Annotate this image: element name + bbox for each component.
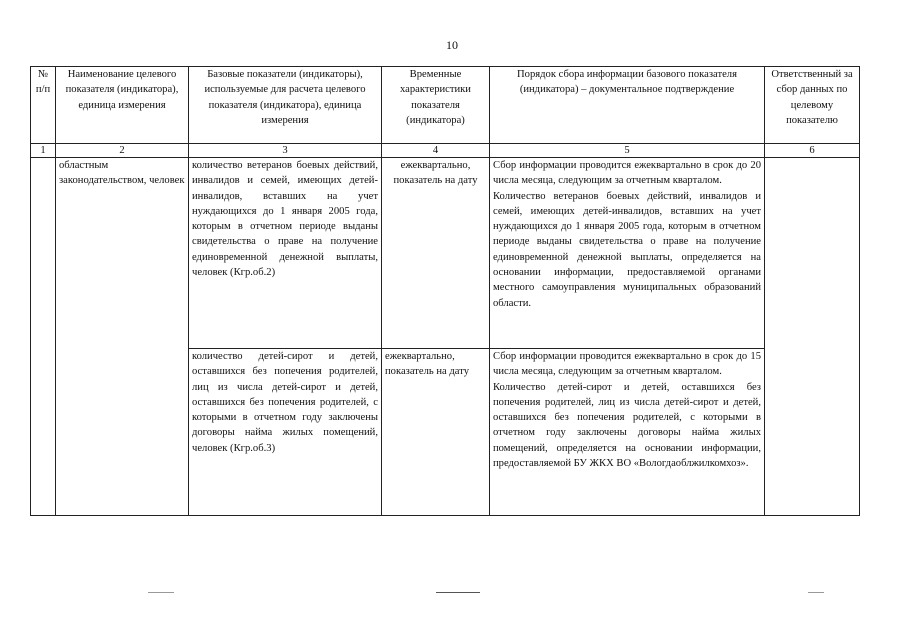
row-number-cell xyxy=(31,158,56,516)
column-number: 5 xyxy=(490,144,765,158)
indicators-table xyxy=(30,66,860,516)
column-number: 6 xyxy=(765,144,860,158)
column-number-row xyxy=(31,144,860,158)
time-characteristics-cell: ежеквартально, показатель на дату xyxy=(382,349,490,516)
responsible-cell xyxy=(765,158,860,516)
base-indicator-cell: количество ветеранов боевых действий, инвалидов и семей, имеющих детей-инвалидов, вставших на учет нуждающихся до 1 января 2005 года, которым в отчетном периоде выданы свидетельства о праве на получение единовременной денежной выплаты, человек (Кгр.об.2) xyxy=(189,158,382,349)
scan-artifact xyxy=(808,592,824,593)
collection-procedure-cell xyxy=(490,349,765,516)
header-target-indicator: Наименование целевого показателя (индикатора), единица измерения xyxy=(56,67,189,144)
page-number: 10 xyxy=(446,38,458,52)
procedure-paragraph: Сбор информации проводится ежеквартально в срок до 15 числа месяца, следующим за отчетным кварталом. xyxy=(493,351,761,378)
table-header-row xyxy=(31,67,860,144)
column-number: 3 xyxy=(189,144,382,158)
header-base-indicators: Базовые показатели (индикаторы), используемые для расчета целевого показателя (индикатора), единица измерения xyxy=(189,67,382,144)
procedure-paragraph: Сбор информации проводится ежеквартально в срок до 20 числа месяца, следующим за отчетным кварталом. xyxy=(493,160,761,187)
procedure-paragraph: Количество ветеранов боевых действий, инвалидов и семей, имеющих детей-инвалидов, вставших на учет нуждающихся до 1 января 2005 года, которым в отчетном периоде выданы свидетельства о праве на получение единовременной денежной выплаты, определяется на основании информации, предоставляемой органами местного самоуправления муниципальных образований области. xyxy=(493,190,761,309)
scan-artifact xyxy=(436,592,480,593)
header-time-characteristics: Временные характеристики показателя (индикатора) xyxy=(382,67,490,144)
table-row xyxy=(31,158,860,349)
column-number: 4 xyxy=(382,144,490,158)
column-number: 2 xyxy=(56,144,189,158)
header-number: № п/п xyxy=(31,67,56,144)
time-characteristics-cell: ежеквартально, показатель на дату xyxy=(382,158,490,349)
header-collection-procedure: Порядок сбора информации базового показателя (индикатора) – документальное подтверждение xyxy=(490,67,765,144)
base-indicator-cell: количество детей-сирот и детей, оставшихся без попечения родителей, лиц из числа детей-сирот и детей, оставшихся без попечения родителей, с которыми в отчетном году заключены договоры найма жилых помещений, человек (Кгр.об.3) xyxy=(189,349,382,516)
target-indicator-cell: областным законодательством, человек xyxy=(56,158,189,516)
procedure-paragraph: Количество детей-сирот и детей, оставшихся без попечения родителей, лиц из числа детей-сирот и детей, оставшихся без попечения родителей, с которыми в отчетном году заключены договоры найма жилых помещений, определяется на основании информации, предоставляемой БУ ЖКХ ВО «Вологдаоблжилкомхоз». xyxy=(493,381,761,470)
scan-artifact xyxy=(148,592,174,593)
collection-procedure-cell xyxy=(490,158,765,349)
header-responsible: Ответственный за сбор данных по целевому показателю xyxy=(765,67,860,144)
column-number: 1 xyxy=(31,144,56,158)
